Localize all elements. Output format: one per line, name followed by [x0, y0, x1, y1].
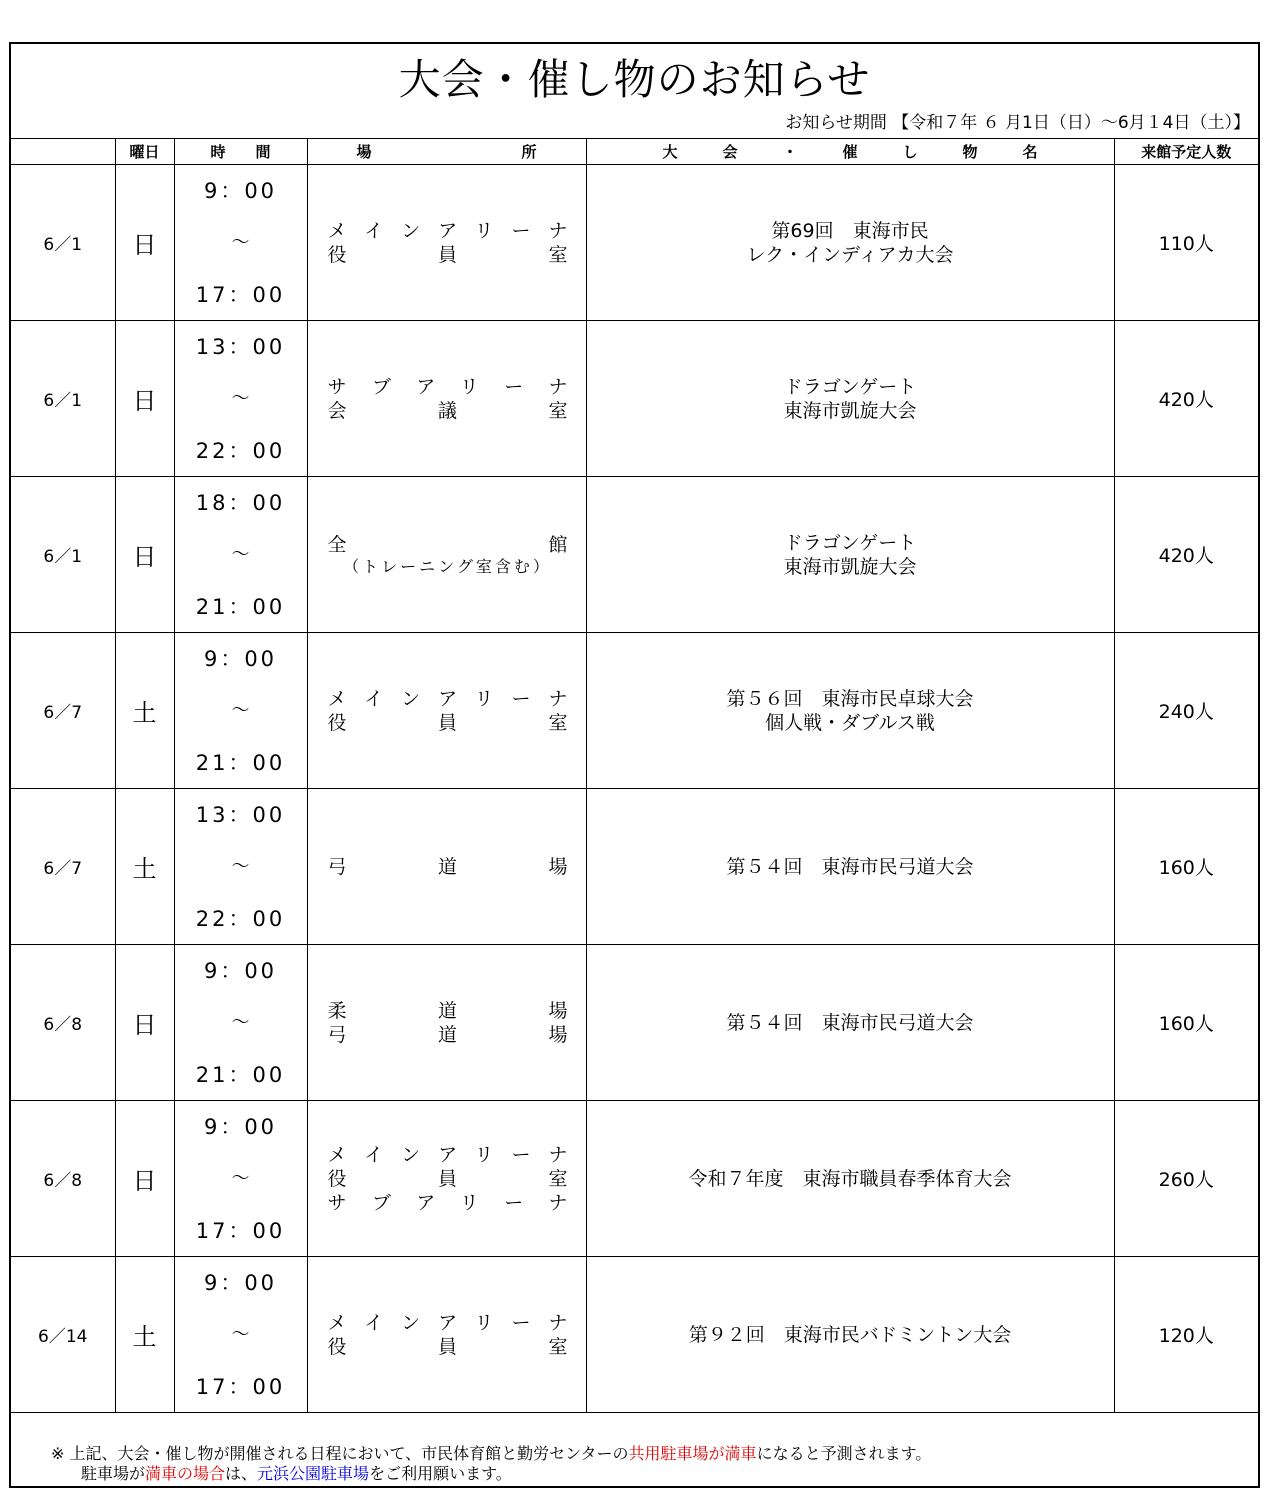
event-cell [586, 165, 1114, 321]
weekday-cell: 日 [115, 165, 174, 321]
event-cell [586, 945, 1114, 1101]
end-time: 21：00 [195, 1062, 286, 1087]
date-cell: 6／14 [11, 1257, 115, 1413]
venue-line: 役員室 [327, 243, 568, 266]
venue-line: メインアリーナ [327, 1311, 568, 1334]
start-time: 9：00 [203, 1270, 278, 1295]
weekday-cell: 日 [115, 1101, 174, 1257]
venue-line: メインアリーナ [327, 687, 568, 710]
venue-line: サブアリーナ [327, 1191, 568, 1214]
weekday-cell: 土 [115, 1257, 174, 1413]
event-line: 令和７年度 東海市職員春季体育大会 [688, 1167, 1012, 1190]
venue-line: 役員室 [327, 1335, 568, 1358]
event-cell [586, 789, 1114, 945]
date-cell: 6／8 [11, 945, 115, 1101]
end-time: 17：00 [195, 1218, 286, 1243]
note-warning: 共用駐車場が満車 [628, 1444, 757, 1463]
start-time: 18：00 [195, 490, 286, 515]
venue-cell [307, 1257, 586, 1413]
venue-line: 役員室 [327, 711, 568, 734]
end-time: 17：00 [195, 1374, 286, 1399]
date-cell: 6／7 [11, 789, 115, 945]
weekday-cell: 土 [115, 633, 174, 789]
notice-period: お知らせ期間 【令和７年 ６ 月1日（日）～6月１4日（土）】 [785, 113, 1250, 133]
event-line: 第５６回 東海市民卓球大会 [726, 687, 974, 710]
time-range [175, 1270, 307, 1400]
header-count: 来館予定人数 [1114, 139, 1258, 165]
header-date [11, 139, 115, 165]
note-text: は、 [225, 1464, 258, 1483]
table-row [11, 321, 1258, 477]
weekday-cell: 日 [115, 945, 174, 1101]
venue-line: 弓道場 [327, 1023, 568, 1046]
event-line: ドラゴンゲート [783, 531, 917, 554]
weekday-cell: 日 [115, 321, 174, 477]
start-time: 9：00 [203, 958, 278, 983]
note-line-1 [51, 1444, 931, 1464]
notice-sheet [9, 42, 1260, 1488]
time-separator: ～ [231, 543, 250, 565]
start-time: 9：00 [203, 178, 278, 203]
time-separator: ～ [231, 855, 250, 877]
header-time: 時 間 [174, 139, 307, 165]
time-separator: ～ [231, 1167, 250, 1189]
start-time: 13：00 [195, 334, 286, 359]
note-text: になると予測されます。 [756, 1444, 932, 1463]
event-line: 第５４回 東海市民弓道大会 [726, 855, 974, 878]
table-row [11, 165, 1258, 321]
end-time: 17：00 [195, 282, 286, 307]
header-day: 曜日 [115, 139, 174, 165]
table-row [11, 1257, 1258, 1413]
note-text: ※ 上記、大会・催し物が開催される日程において、市民体育館と勤労センターの [51, 1444, 629, 1463]
event-line: 第69回 東海市民 [771, 219, 929, 242]
attendance-cell: 240人 [1114, 633, 1258, 789]
time-range [175, 646, 307, 776]
note-text: をご利用願います。 [369, 1464, 512, 1483]
page-title: 大会・催し物のお知らせ [398, 55, 871, 104]
attendance-cell: 120人 [1114, 1257, 1258, 1413]
event-cell [586, 633, 1114, 789]
table-row [11, 945, 1258, 1101]
weekday-cell: 土 [115, 789, 174, 945]
attendance-cell: 420人 [1114, 321, 1258, 477]
event-cell [586, 1257, 1114, 1413]
venue-line: サブアリーナ [327, 375, 568, 398]
table-row [11, 633, 1258, 789]
venue-cell [307, 789, 586, 945]
time-range [175, 490, 307, 620]
event-cell [586, 321, 1114, 477]
venue-cell [307, 477, 586, 633]
date-cell: 6／1 [11, 477, 115, 633]
date-cell: 6／1 [11, 165, 115, 321]
events-table [11, 138, 1258, 1413]
table-row [11, 789, 1258, 945]
venue-line: 全館 [327, 533, 568, 556]
time-separator: ～ [231, 387, 250, 409]
time-range [175, 178, 307, 308]
event-line: 東海市凱旋大会 [783, 555, 917, 578]
event-line: 第５４回 東海市民弓道大会 [726, 1011, 974, 1034]
event-cell [586, 1101, 1114, 1257]
venue-line: 会議室 [327, 399, 568, 422]
venue-cell [307, 321, 586, 477]
venue-cell [307, 945, 586, 1101]
parking-notes [51, 1444, 931, 1484]
date-cell: 6／8 [11, 1101, 115, 1257]
end-time: 21：00 [195, 750, 286, 775]
time-separator: ～ [231, 699, 250, 721]
end-time: 21：00 [195, 594, 286, 619]
start-time: 9：00 [203, 646, 278, 671]
start-time: 13：00 [195, 802, 286, 827]
time-cell [174, 321, 307, 477]
start-time: 9：00 [203, 1114, 278, 1139]
venue-cell [307, 633, 586, 789]
time-cell [174, 789, 307, 945]
note-warning: 満車の場合 [145, 1464, 226, 1483]
end-time: 22：00 [195, 906, 286, 931]
event-line: ドラゴンゲート [783, 375, 917, 398]
venue-line: （トレーニング室含む） [343, 556, 552, 576]
alternate-parking: 元浜公園駐車場 [257, 1464, 370, 1483]
time-cell [174, 945, 307, 1101]
event-line: 個人戦・ダブルス戦 [765, 711, 935, 734]
venue-cell [307, 1101, 586, 1257]
end-time: 22：00 [195, 438, 286, 463]
venue-line: メインアリーナ [327, 1143, 568, 1166]
attendance-cell: 160人 [1114, 945, 1258, 1101]
attendance-cell: 110人 [1114, 165, 1258, 321]
time-cell [174, 477, 307, 633]
venue-cell [307, 165, 586, 321]
date-cell: 6／1 [11, 321, 115, 477]
time-range [175, 802, 307, 932]
time-cell [174, 165, 307, 321]
event-line: 第９２回 東海市民バドミントン大会 [688, 1323, 1012, 1346]
time-cell [174, 1257, 307, 1413]
weekday-cell: 日 [115, 477, 174, 633]
venue-line: メインアリーナ [327, 219, 568, 242]
time-cell [174, 633, 307, 789]
note-line-2 [51, 1464, 931, 1484]
attendance-cell: 260人 [1114, 1101, 1258, 1257]
venue-line: 役員室 [327, 1167, 568, 1190]
time-range [175, 958, 307, 1088]
attendance-cell: 420人 [1114, 477, 1258, 633]
time-cell [174, 1101, 307, 1257]
event-cell [586, 477, 1114, 633]
venue-line: 弓道場 [327, 855, 568, 878]
note-text: 駐車場が [81, 1464, 146, 1483]
time-separator: ～ [231, 1011, 250, 1033]
header-event: 大 会 ・ 催 し 物 名 [586, 139, 1114, 165]
table-row [11, 1101, 1258, 1257]
time-separator: ～ [231, 1323, 250, 1345]
event-line: レク・インディアカ大会 [746, 243, 954, 266]
header-venue: 場 所 [307, 139, 586, 165]
table-header-row [11, 139, 1258, 165]
time-range [175, 1114, 307, 1244]
time-range [175, 334, 307, 464]
event-line: 東海市凱旋大会 [783, 399, 917, 422]
attendance-cell: 160人 [1114, 789, 1258, 945]
date-cell: 6／7 [11, 633, 115, 789]
venue-line: 柔道場 [327, 999, 568, 1022]
table-row [11, 477, 1258, 633]
time-separator: ～ [231, 231, 250, 253]
